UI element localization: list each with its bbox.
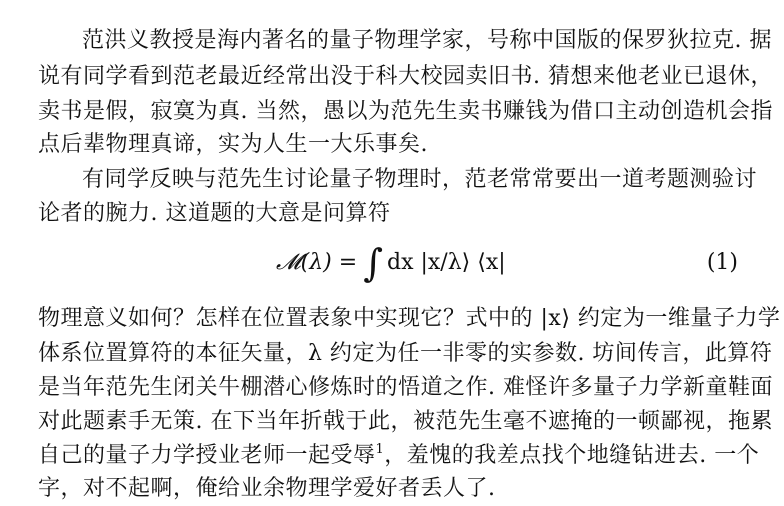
equation-1: [0, 240, 784, 286]
paragraph-2-line-1: 有同学反映与范先生讨论量子物理时，范老常常要出一道考题测验讨: [82, 167, 758, 192]
paragraph-3-line-2: 体系位置算符的本征矢量，λ 约定为任一非零的实参数. 坊间传言，此算符: [38, 341, 773, 366]
paragraph-3-line-5-rest: ，羞愧的我差点找个地缝钻进去. 一个: [384, 443, 760, 468]
paragraph-3-line-5-text: 自己的量子力学授业老师一起受辱: [38, 443, 376, 468]
footnote-marker[interactable]: 1: [375, 442, 385, 457]
integral-sign: ∫: [363, 241, 383, 285]
paragraph-1-line-1: 范洪义教授是海内著名的量子物理学家，号称中国版的保罗狄拉克. 据: [82, 28, 772, 53]
paragraph-3-line-6: 字，对不起啊，俺给业余物理学爱好者丢人了.: [38, 476, 496, 501]
paragraph-3-line-1: 物理意义如何？怎样在位置表象中实现它？式中的 |x⟩ 约定为一维量子力学: [38, 306, 781, 331]
paragraph-1-line-2: 说有同学看到范老最近经常出没于科大校园卖旧书. 猜想来他老业已退休，: [38, 64, 773, 89]
paragraph-1-line-4: 点后辈物理真谛，实为人生一大乐事矣.: [38, 132, 428, 157]
paragraph-3-line-5: [38, 439, 760, 473]
paragraph-1-line-3: 卖书是假，寂寞为真. 当然，愚以为范先生卖书赚钱为借口主动创造机会指: [38, 99, 773, 124]
paragraph-3-line-3: 是当年范先生闭关牛棚潜心修炼时的悟道之作. 难怪许多量子力学新童鞋面: [38, 375, 773, 400]
equation-number: (1): [706, 250, 738, 275]
equation-integrand: dx |x/λ⟩ ⟨x|: [387, 250, 506, 275]
equation-body: [276, 240, 506, 286]
paragraph-3-line-4: 对此题素手无策. 在下当年折戟于此，被范先生毫不遮掩的一顿鄙视，拖累: [38, 409, 773, 434]
equation-lhs: 𝓜(λ) =: [276, 250, 358, 275]
paragraph-2-line-2: 论者的腕力. 这道题的大意是问算符: [38, 201, 391, 226]
